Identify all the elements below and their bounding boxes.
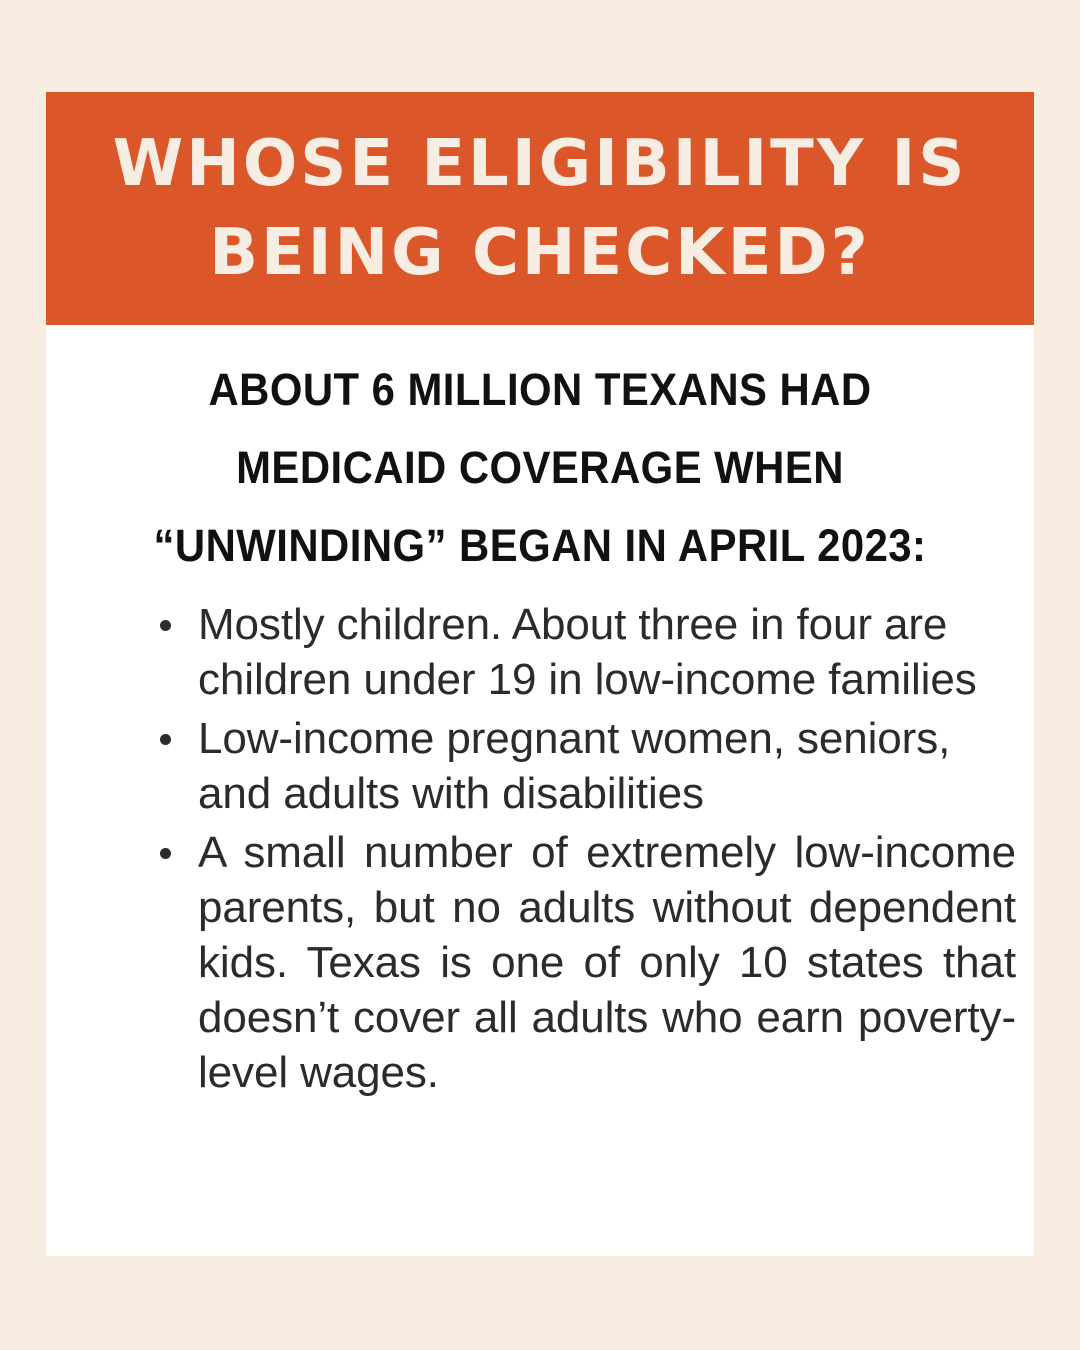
list-item: Low-income pregnant women, seniors, and adults with disabilities [154, 711, 1016, 821]
list-item: A small number of extremely low-income parents, but no adults without dependent kids. Texas is one of only 10 states that doesn’t cover all adults who earn poverty-level wages. [154, 825, 1016, 1100]
subtitle-block [46, 325, 1034, 585]
bullet-list [46, 597, 1034, 1104]
header-banner [46, 92, 1034, 325]
banner-title: WHOSE ELIGIBILITY IS BEING CHECKED? [112, 127, 968, 290]
subtitle-line-2: MEDICAID COVERAGE WHEN [236, 442, 844, 493]
subtitle-line-1: ABOUT 6 MILLION TEXANS HAD [208, 364, 872, 415]
list-item: Mostly children. About three in four are children under 19 in low-income families [154, 597, 1016, 707]
content-card [46, 92, 1034, 1256]
subtitle-line-3: “UNWINDING” BEGAN IN APRIL 2023: [153, 520, 927, 571]
